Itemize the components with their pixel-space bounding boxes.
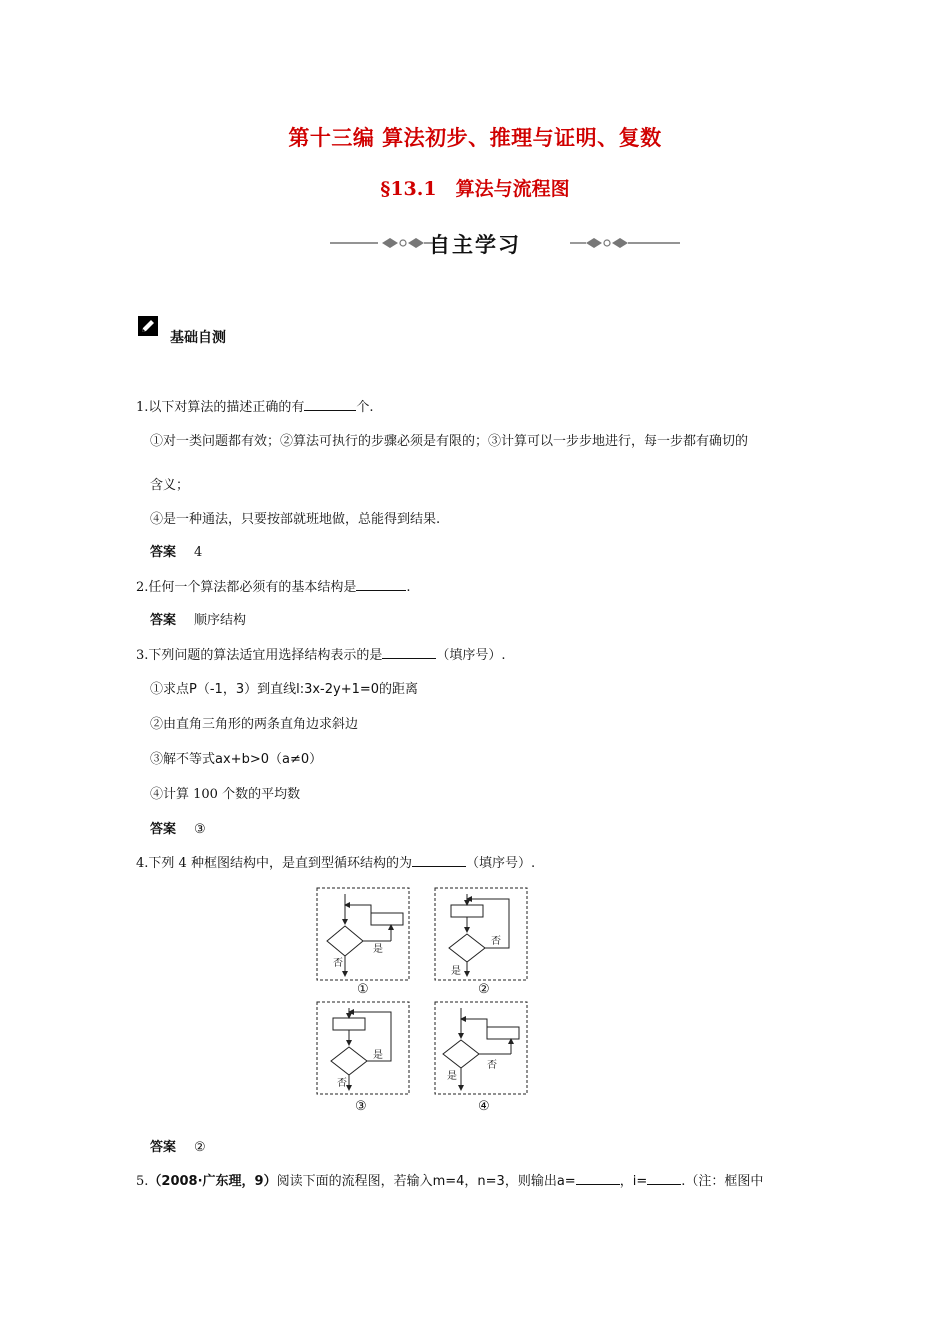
yes-label: 是 — [373, 1050, 383, 1061]
answer-blank — [356, 578, 406, 591]
question-5-number: 5. — [136, 1174, 149, 1189]
option-text: 的距离 — [379, 682, 419, 697]
flowchart-figures — [315, 886, 531, 1118]
option-formula: l:3x-2y+1=0 — [296, 682, 380, 697]
figure-caption-4: ④ — [478, 1099, 490, 1114]
yes-label: 是 — [451, 966, 461, 977]
section-title: §13.1 算法与流程图 — [380, 178, 570, 200]
option-2: ②由直角三角形的两条直角边求斜边 — [150, 717, 359, 732]
figure-caption-2: ② — [478, 982, 490, 997]
no-label: 否 — [333, 958, 343, 969]
question-1-line-2: ①对一类问题都有效；②算法可执行的步骤必须是有限的；③计算可以一步步地进行，每一步都有确切的 — [150, 434, 749, 449]
chapter-title: 第十三编 算法初步、推理与证明、复数 — [288, 125, 662, 150]
question-5-source: （2008·广东理，9） — [148, 1174, 277, 1189]
question-5-inputs: m=4，n=3 — [432, 1174, 505, 1189]
option-text: ③解不等式 — [150, 752, 216, 767]
question-1-line-4: ④是一种通法，只要按部就班地做，总能得到结果. — [150, 512, 441, 527]
output-a-label: a= — [556, 1174, 576, 1189]
option-text: P（-1，3）到直线 — [189, 682, 297, 697]
answer-value: 顺序结构 — [194, 613, 247, 628]
answer-value: ② — [194, 1140, 206, 1155]
answer-label: 答案 — [150, 822, 177, 837]
answer-4 — [150, 1136, 206, 1155]
option-condition: （a≠0） — [268, 752, 323, 767]
output-i-label: i= — [632, 1174, 648, 1189]
question-2-suffix: . — [406, 580, 411, 595]
answer-3 — [150, 818, 206, 837]
answer-blank — [576, 1172, 620, 1185]
question-5-text: 阅读下面的流程图，若输入 — [276, 1174, 433, 1189]
question-3-text: 3.下列问题的算法适宜用选择结构表示的是 — [136, 648, 383, 663]
question-4-suffix: （填序号）. — [465, 856, 536, 871]
question-4 — [136, 852, 535, 871]
answer-value: 4 — [194, 545, 203, 560]
figure-caption-3: ③ — [355, 1099, 367, 1114]
answer-blank — [304, 398, 356, 411]
flowchart-2 — [435, 888, 527, 980]
answer-label: 答案 — [150, 1140, 177, 1155]
question-1-text: 1.以下对算法的描述正确的有 — [136, 400, 305, 415]
answer-blank — [382, 646, 436, 659]
question-1 — [136, 396, 374, 415]
no-label: 否 — [487, 1060, 497, 1071]
question-4-text: 4.下列 4 种框图结构中，是直到型循环结构的为 — [136, 856, 412, 871]
option-formula: ax+b>0 — [215, 752, 269, 767]
yes-label: 是 — [447, 1071, 457, 1082]
question-1-suffix: 个. — [356, 400, 374, 415]
section-heading: 基础自测 — [170, 330, 226, 346]
answer-label: 答案 — [150, 545, 177, 560]
answer-blank — [412, 854, 466, 867]
option-4: ④计算 100 个数的平均数 — [150, 787, 301, 802]
question-5 — [136, 1170, 763, 1189]
option-text: ①求点 — [150, 682, 190, 697]
no-label: 否 — [491, 936, 501, 947]
option-3 — [150, 748, 322, 767]
yes-label: 是 — [373, 944, 383, 955]
answer-1 — [150, 541, 202, 560]
banner-title: 自主学习 — [429, 233, 521, 257]
pencil-icon — [138, 316, 158, 336]
question-5-note: .（注：框图中 — [681, 1174, 764, 1189]
separator: ， — [619, 1174, 633, 1189]
question-3 — [136, 644, 506, 663]
question-1-line-3: 含义； — [150, 478, 190, 493]
no-label: 否 — [337, 1078, 347, 1089]
answer-blank — [647, 1172, 681, 1185]
question-3-suffix: （填序号）. — [436, 648, 506, 663]
answer-2 — [150, 609, 246, 628]
flowchart-1 — [317, 888, 409, 980]
answer-label: 答案 — [150, 613, 177, 628]
flowchart-3 — [317, 1002, 409, 1094]
option-1 — [150, 678, 418, 697]
question-5-text: ，则输出 — [504, 1174, 557, 1189]
question-2 — [136, 576, 411, 595]
question-2-text: 2.任何一个算法都必须有的基本结构是 — [136, 580, 357, 595]
answer-value: ③ — [194, 822, 206, 837]
figure-caption-1: ① — [357, 982, 369, 997]
